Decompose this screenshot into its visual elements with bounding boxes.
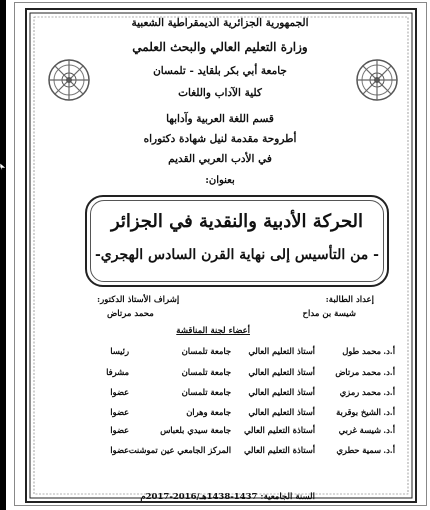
committee-row [55,407,395,421]
viewer-left-strip [0,0,6,510]
member-rank: أستاذ التعليم العالي [248,387,315,397]
member-name: محمد رمزي [339,387,381,397]
member-rank: أستاذة التعليم العالي [243,445,315,455]
committee-row [55,346,395,360]
member-institution: جامعة وهران [186,407,231,417]
specialty-line: في الأدب العربي القديم [168,153,272,165]
member-name: شيسة غربي [338,425,381,435]
member-name: الشيخ بوقربة [336,407,381,417]
member-institution: جامعة تلمسان [181,367,231,377]
member-name: محمد طول [342,346,381,356]
committee-row [55,387,395,401]
member-title: أ.د. [383,425,395,435]
academic-year: السنة الجامعية: 1437-1438هـ/2016-2017م [140,492,315,502]
member-title: أ.د. [383,346,395,356]
committee-heading: أعضاء لجنة المناقشة [176,326,250,336]
committee-row [55,367,395,381]
member-rank: أستاذة التعليم العالي [243,425,315,435]
member-title: أ.د. [383,445,395,455]
member-title: أ.د. [383,387,395,397]
student-label: إعداد الطالبة: [325,295,374,305]
member-institution: جامعة سيدي بلعباس [160,425,231,435]
ministry-line: وزارة التعليم العالي والبحث العلمي [132,40,308,54]
thesis-title-box [85,195,389,287]
pointer-cursor-icon [0,163,6,173]
title-label: بعنوان: [205,175,235,186]
document-page [14,2,427,506]
member-name: سمية حطري [336,445,381,455]
member-institution: جامعة تلمسان [181,387,231,397]
committee-row [55,425,395,439]
member-institution: المركز الجامعي عين تموشنت [128,445,231,455]
student-name: شيسة بن مداح [302,309,356,319]
member-role: رئيسا [110,346,129,356]
member-rank: أستاذ التعليم العالي [248,407,315,417]
member-title: أ.د. [383,407,395,417]
thesis-main-title: الحركة الأدبية والنقدية في الجزائر [110,211,364,232]
department-line: قسم اللغة العربية وآدابها [166,113,274,125]
supervisor-label: إشراف الأستاذ الدكتور: [97,295,180,305]
member-role: مشرفا [106,367,129,377]
member-rank: أستاذ التعليم العالي [248,346,315,356]
member-institution: جامعة تلمسان [181,346,231,356]
member-role: عضوا [110,425,129,435]
member-title: أ.د. [383,367,395,377]
member-rank: أستاذ التعليم العالي [248,367,315,377]
university-line: جامعة أبي بكر بلقايد - تلمسان [153,65,287,77]
member-role: عضوا [110,407,129,417]
thesis-type-line: أطروحة مقدمة لنيل شهادة دكتوراه [143,133,297,145]
member-name: محمد مرتاض [335,367,381,377]
supervisor-name: محمد مرتاض [107,309,154,319]
republic-line: الجمهورية الجزائرية الديمقراطية الشعبية [131,17,309,29]
member-role: عضوا [110,445,129,455]
faculty-line: كلية الآداب واللغات [178,87,262,99]
committee-row [55,445,395,459]
thesis-subtitle: - من التأسيس إلى نهاية القرن السادس الهجري- [95,247,379,263]
member-role: عضوا [110,387,129,397]
